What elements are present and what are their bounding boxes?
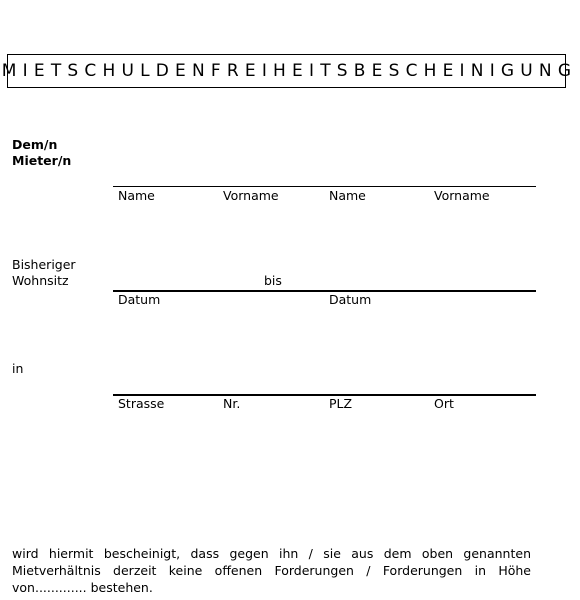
previous-residence-label-line2: Wohnsitz — [12, 273, 69, 288]
address-column-number: Nr. — [223, 396, 241, 411]
previous-residence-date-line[interactable] — [113, 290, 536, 292]
date-from-label: Datum — [118, 292, 161, 307]
tenant-column-firstname-1: Vorname — [223, 188, 279, 203]
date-range-connector: bis — [264, 273, 282, 288]
tenant-name-line[interactable] — [113, 186, 536, 187]
certification-text: wird hiermit bescheinigt, dass gegen ihn / sie aus dem oben genannten Mietverhältnis derzeit keine offenen Forderungen / Forderungen in Höhe von............. bestehen. — [12, 546, 531, 595]
document-title: MIETSCHULDENFREIHEITSBESCHEINIGUNG — [1, 61, 578, 81]
previous-residence-label-line1: Bisheriger — [12, 257, 76, 272]
tenant-column-firstname-2: Vorname — [434, 188, 490, 203]
address-label: in — [12, 361, 24, 376]
address-column-street: Strasse — [118, 396, 165, 411]
address-line[interactable] — [113, 394, 536, 396]
document-title-box — [1, 54, 578, 88]
tenant-column-name-1: Name — [118, 188, 155, 203]
tenant-label-line2: Mieter/n — [12, 153, 72, 168]
address-column-zip: PLZ — [329, 396, 353, 411]
tenant-label-line1: Dem/n — [12, 137, 58, 152]
address-column-city: Ort — [434, 396, 454, 411]
date-to-label: Datum — [329, 292, 372, 307]
tenant-column-name-2: Name — [329, 188, 366, 203]
